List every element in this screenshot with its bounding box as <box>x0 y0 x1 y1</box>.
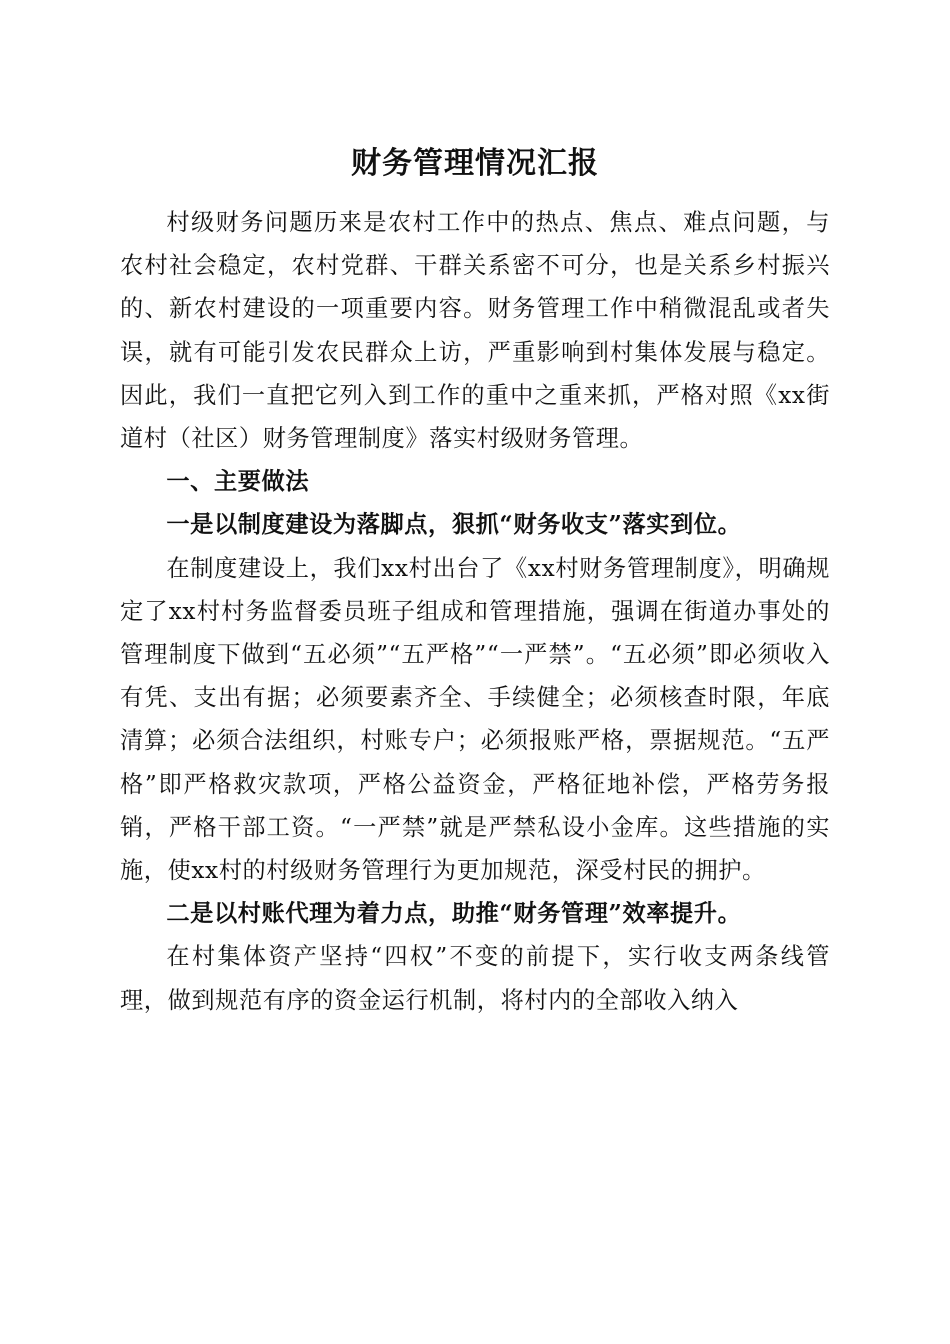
section-heading-main-practices: 一、主要做法 <box>166 468 310 496</box>
paragraph-account-agency: 在村集体资产坚持“四权”不变的前提下，实行收支两条线管理，做到规范有序的资金运行机制，将村内的全部收入纳入 <box>120 943 830 1014</box>
paragraph-system-building: 在制度建设上，我们xx村出台了《xx村财务管理制度》，明确规定了xx村村务监督委员班子组成和管理措施，强调在街道办事处的管理制度下做到“五必须”“五严格”“一严禁”。“五必须”即必须收入有凭、支出有据；必须要素齐全、手续健全；必须核查时限，年底清算；必须合法组织，村账专户；必须报账严格，票据规范。“五严格”即严格救灾款项，严格公益资金，严格征地补偿，严格劳务报销，严格干部工资。“一严禁”就是严禁私设小金库。这些措施的实施，使xx村的村级财务管理行为更加规范，深受村民的拥护。 <box>120 554 830 885</box>
subheading-system-building: 一是以制度建设为落脚点，狠抓“财务收支”落实到位。 <box>166 511 742 539</box>
document-body <box>120 201 830 1022</box>
paragraph-intro: 村级财务问题历来是农村工作中的热点、焦点、难点问题，与农村社会稳定，农村党群、干群关系密不可分，也是关系乡村振兴的、新农村建设的一项重要内容。财务管理工作中稍微混乱或者失误，就有可能引发农民群众上访，严重影响到村集体发展与稳定。因此，我们一直把它列入到工作的重中之重来抓，严格对照《xx街道村（社区）财务管理制度》落实村级财务管理。 <box>120 209 830 453</box>
document-title: 财务管理情况汇报 <box>351 146 599 181</box>
subheading-account-agency: 二是以村账代理为着力点，助推“财务管理”效率提升。 <box>166 900 742 928</box>
